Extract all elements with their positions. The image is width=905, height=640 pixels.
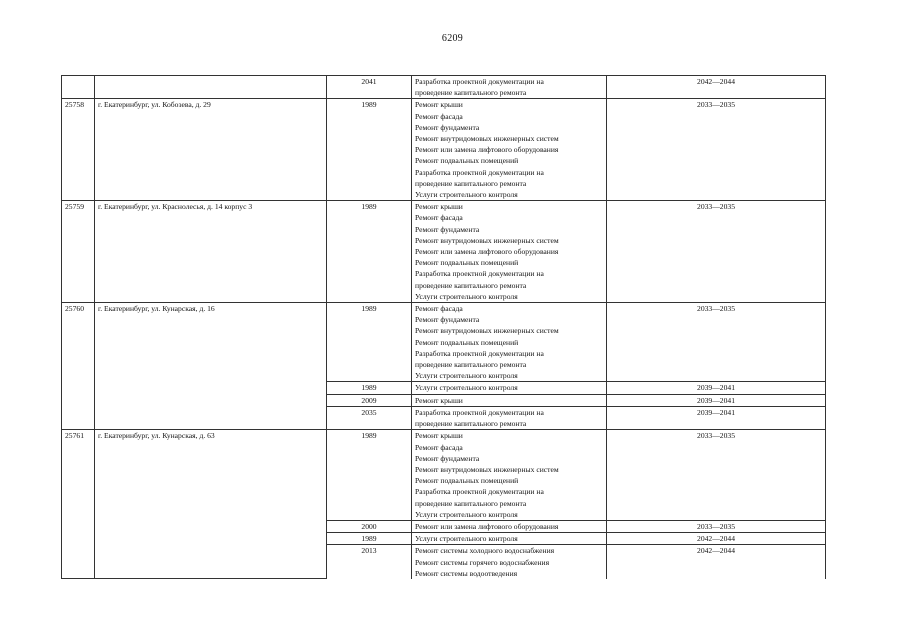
period-cell: 2033—2035: [607, 201, 826, 303]
work-item: Разработка проектной документации на: [415, 77, 544, 86]
work-item: проведение капитального ремонта: [415, 419, 527, 429]
year-cell: 2041: [327, 76, 412, 99]
table-row: [62, 201, 826, 303]
work-item: Ремонт крыши: [415, 100, 463, 110]
work-item: Ремонт внутридомовых инженерных систем: [415, 326, 559, 336]
year-cell: 1989: [327, 201, 412, 303]
year-cell: 1989: [327, 303, 412, 382]
address-cell: [95, 76, 327, 99]
work-item: Ремонт фундамента: [415, 122, 480, 132]
year-cell: 1989: [327, 533, 412, 545]
works-cell: [412, 520, 607, 532]
work-item: Ремонт крыши: [415, 431, 463, 441]
period-cell: 2033—2035: [607, 520, 826, 532]
table-body: [62, 76, 826, 579]
house-number-cell: 25760: [62, 303, 95, 430]
work-item: Ремонт внутридомовых инженерных систем: [415, 235, 559, 245]
address-cell: г. Екатеринбург, ул. Краснолесья, д. 14 корпус 3: [95, 201, 327, 303]
page-number: 6209: [441, 33, 464, 44]
work-item: Услуги строительного контроля: [415, 371, 518, 381]
year-cell: 2035: [327, 406, 412, 429]
work-item: Услуги строительного контроля: [415, 190, 518, 200]
year-cell: 1989: [327, 99, 412, 201]
work-item: проведение капитального ремонта: [415, 360, 527, 370]
work-item: Ремонт фасада: [415, 111, 463, 121]
address-cell: г. Екатеринбург, ул. Кунарская, д. 63: [95, 430, 327, 579]
table-row: [62, 99, 826, 201]
works-cell: [412, 76, 607, 99]
period-cell: 2042—2044: [607, 533, 826, 545]
work-item: проведение капитального ремонта: [415, 88, 527, 98]
house-number-cell: 25759: [62, 201, 95, 303]
work-item: проведение капитального ремонта: [415, 280, 527, 290]
work-item: Ремонт или замена лифтового оборудования: [415, 145, 559, 155]
work-item: Ремонт фундамента: [415, 453, 480, 463]
work-item: Ремонт системы холодного водоснабжения: [415, 546, 555, 556]
period-cell: 2039—2041: [607, 382, 826, 394]
period-cell: 2033—2035: [607, 99, 826, 201]
works-cell: [412, 430, 607, 521]
work-item: Разработка проектной документации на: [415, 167, 544, 177]
works-cell: [412, 545, 607, 579]
work-item: Услуги строительного контроля: [415, 509, 518, 519]
house-number-cell: 25761: [62, 430, 95, 579]
year-cell: 1989: [327, 382, 412, 394]
work-item: Ремонт подвальных помещений: [415, 476, 519, 486]
work-item: Разработка проектной документации на: [415, 269, 544, 279]
works-cell: [412, 303, 607, 382]
table-row: [62, 76, 826, 99]
works-cell: [412, 406, 607, 429]
work-item: Разработка проектной документации на: [415, 407, 544, 417]
year-cell: 2009: [327, 394, 412, 406]
work-item: Ремонт фасада: [415, 442, 463, 452]
house-number-cell: [62, 76, 95, 99]
work-item: Услуги строительного контроля: [415, 291, 518, 301]
address-cell: г. Екатеринбург, ул. Кунарская, д. 16: [95, 303, 327, 430]
period-cell: 2033—2035: [607, 303, 826, 382]
work-item: Ремонт подвальных помещений: [415, 337, 519, 347]
works-cell: [412, 382, 607, 394]
period-cell: 2039—2041: [607, 394, 826, 406]
period-cell: 2042—2044: [607, 545, 826, 579]
work-item: Услуги строительного контроля: [415, 383, 518, 393]
work-item: Ремонт подвальных помещений: [415, 156, 519, 166]
work-item: Ремонт фундамента: [415, 224, 480, 234]
address-cell: г. Екатеринбург, ул. Кобозева, д. 29: [95, 99, 327, 201]
works-cell: [412, 394, 607, 406]
year-cell: 2000: [327, 520, 412, 532]
work-item: Ремонт крыши: [415, 202, 463, 212]
table-row: [62, 430, 826, 521]
work-item: проведение капитального ремонта: [415, 498, 527, 508]
house-number-cell: 25758: [62, 99, 95, 201]
work-item: Разработка проектной документации на: [415, 487, 544, 497]
work-item: Ремонт системы горячего водоснабжения: [415, 557, 550, 567]
period-cell: 2039—2041: [607, 406, 826, 429]
works-cell: [412, 99, 607, 201]
work-item: Ремонт фундамента: [415, 315, 480, 325]
period-cell: 2042—2044: [607, 76, 826, 99]
work-item: Разработка проектной документации на: [415, 348, 544, 358]
repair-schedule-table: [61, 75, 826, 579]
work-item: Ремонт или замена лифтового оборудования: [415, 521, 559, 531]
work-item: Ремонт или замена лифтового оборудования: [415, 247, 559, 257]
year-cell: 2013: [327, 545, 412, 579]
work-item: Ремонт системы водоотведения: [415, 568, 518, 578]
period-cell: 2033—2035: [607, 430, 826, 521]
work-item: Ремонт фасада: [415, 213, 463, 223]
work-item: Ремонт фасада: [415, 304, 463, 314]
work-item: Ремонт подвальных помещений: [415, 258, 519, 268]
work-item: Ремонт внутридомовых инженерных систем: [415, 464, 559, 474]
works-cell: [412, 533, 607, 545]
year-cell: 1989: [327, 430, 412, 521]
work-item: Ремонт крыши: [415, 395, 463, 405]
work-item: Услуги строительного контроля: [415, 534, 518, 544]
table-row: [62, 303, 826, 382]
works-cell: [412, 201, 607, 303]
work-item: проведение капитального ремонта: [415, 178, 527, 188]
work-item: Ремонт внутридомовых инженерных систем: [415, 134, 559, 144]
